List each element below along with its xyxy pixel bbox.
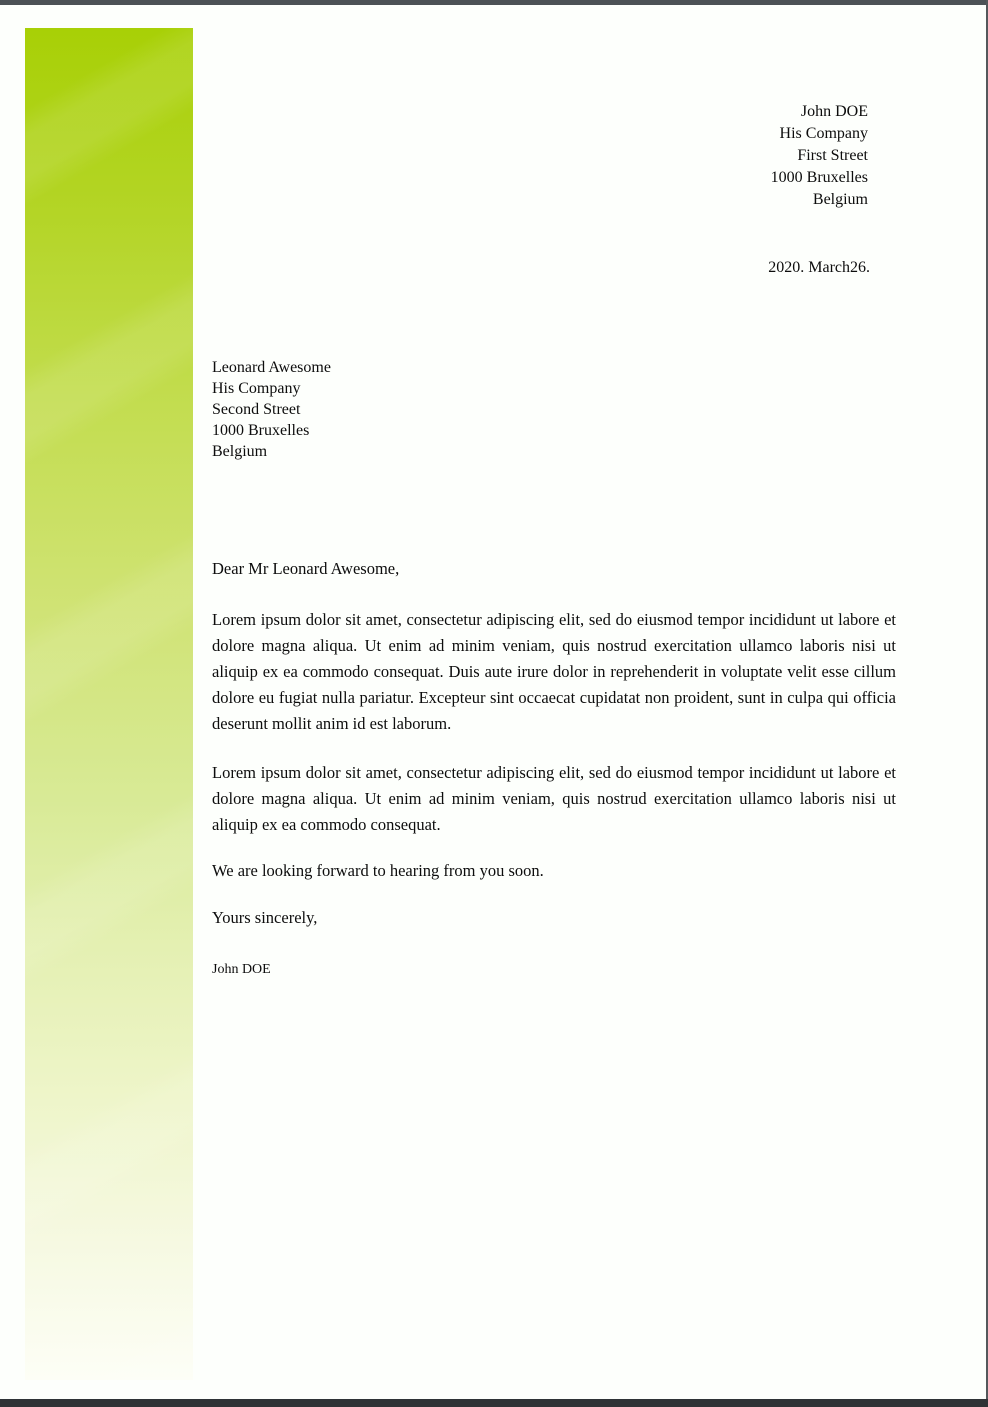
- sender-address-block: [771, 101, 868, 211]
- recipient-company: His Company: [212, 380, 301, 397]
- sender-city: 1000 Bruxelles: [770, 169, 868, 186]
- letterhead-accent-bar: [25, 28, 193, 1380]
- sender-name: John DOE: [800, 103, 868, 120]
- signature-name: John DOE: [212, 962, 271, 977]
- recipient-street: Second Street: [212, 401, 301, 418]
- closing-line: We are looking forward to hearing from you soon.: [212, 861, 544, 880]
- recipient-city: 1000 Bruxelles: [212, 422, 310, 439]
- recipient-address-block: [212, 357, 331, 462]
- valediction: Yours sincerely,: [212, 908, 318, 927]
- sender-country: Belgium: [812, 191, 868, 208]
- letter-date: 2020. March26.: [768, 259, 870, 276]
- letter-body: [212, 556, 896, 983]
- body-paragraph-2: Lorem ipsum dolor sit amet, consectetur adipiscing elit, sed do eiusmod tempor incididunt ut labore et dolore magna aliqua. Ut enim ad minim veniam, quis nostrud exercitation ullamco laboris nisi ut aliquip ex ea commodo consequat.: [212, 763, 896, 834]
- window-frame-top: [0, 0, 988, 5]
- sender-street: First Street: [797, 147, 868, 164]
- recipient-country: Belgium: [212, 443, 268, 460]
- recipient-name: Leonard Awesome: [212, 359, 331, 376]
- sender-company: His Company: [779, 125, 868, 142]
- body-paragraph-1: Lorem ipsum dolor sit amet, consectetur adipiscing elit, sed do eiusmod tempor incididunt ut labore et dolore magna aliqua. Ut enim ad minim veniam, quis nostrud exercitation ullamco laboris nisi ut aliquip ex ea commodo consequat. Duis aute irure dolor in reprehenderit in voluptate velit esse cillum dolore eu fugiat nulla pariatur. Excepteur sint occaecat cupidatat non proident, sunt in culpa qui officia deserunt mollit anim id est laborum.: [212, 610, 896, 733]
- salutation: Dear Mr Leonard Awesome,: [212, 559, 400, 578]
- window-frame-bottom: [0, 1399, 988, 1407]
